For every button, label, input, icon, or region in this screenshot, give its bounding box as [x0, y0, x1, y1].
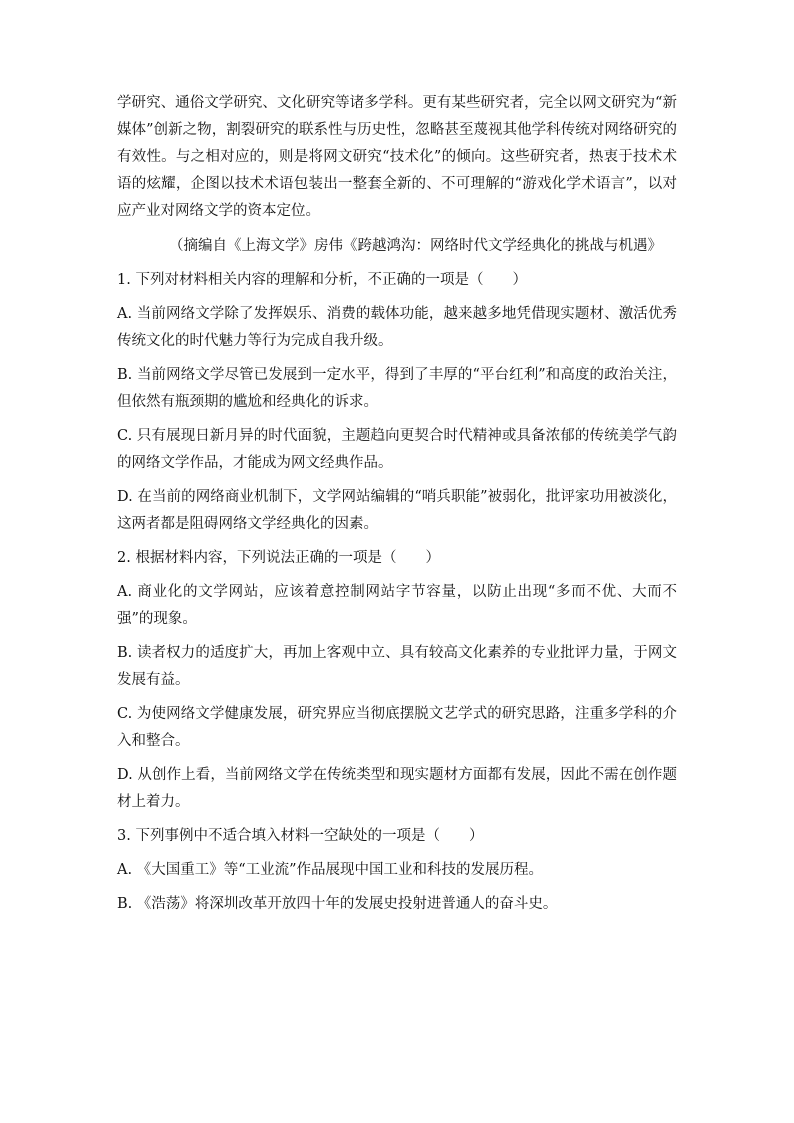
page-content	[117, 90, 677, 918]
question-2-stem: 2. 根据材料内容，下列说法正确的一项是（ ）	[117, 550, 440, 566]
question-3-option-b: B. 《浩荡》将深圳改革开放四十年的发展史投射进普通人的奋斗史。	[117, 896, 558, 912]
question-1-option-d: D. 在当前的网络商业机制下，文学网站编辑的“哨兵职能”被弱化，批评家功用被淡化，这两者都是阻碍网络文学经典化的因素。	[117, 489, 677, 532]
question-1-option-a: A. 当前网络文学除了发挥娱乐、消费的载体功能，越来越多地凭借现实题材、激活优秀传统文化的时代魅力等行为完成自我升级。	[117, 306, 677, 349]
question-1-option-b: B. 当前网络文学尽管已发展到一定水平，得到了丰厚的“平台红利”和高度的政治关注，但依然有瓶颈期的尴尬和经典化的诉求。	[117, 367, 677, 410]
question-1-option-c: C. 只有展现日新月异的时代面貌，主题趋向更契合时代精神或具备浓郁的传统美学气韵的网络文学作品，才能成为网文经典作品。	[117, 428, 677, 471]
question-3-option-a: A. 《大国重工》等“工业流”作品展现中国工业和科技的发展历程。	[117, 862, 544, 878]
question-3-stem: 3. 下列事例中不适合填入材料一空缺处的一项是（ ）	[117, 828, 484, 844]
question-2-option-d: D. 从创作上看，当前网络文学在传统类型和现实题材方面都有发展，因此不需在创作题材上着力。	[117, 767, 677, 810]
question-2-option-c: C. 为使网络文学健康发展，研究界应当彻底摆脱文艺学式的研究思路，注重多学科的介入和整合。	[117, 706, 677, 749]
question-2-option-b: B. 读者权力的适度扩大，再加上客观中立、具有较高文化素养的专业批评力量，于网文发展有益。	[117, 645, 677, 688]
passage-source: （摘编自《上海文学》房伟《跨越鸿沟：网络时代文学经典化的挑战与机遇》	[169, 238, 662, 254]
question-1-stem: 1. 下列对材料相关内容的理解和分析，不正确的一项是（ ）	[117, 272, 527, 288]
question-2-option-a: A. 商业化的文学网站，应该着意控制网站字节容量，以防止出现“多而不优、大而不强”的现象。	[117, 584, 677, 627]
passage-text: 学研究、通俗文学研究、文化研究等诸多学科。更有某些研究者，完全以网文研究为“新媒体”创新之物，割裂研究的联系性与历史性，忽略甚至蔑视其他学科传统对网络研究的有效性。与之相对应的，则是将网文研究“技术化”的倾向。这些研究者，热衷于技术术语的炫耀，企图以技术术语包装出一整套全新的、不可理解的“游戏化学术语言”，以对应产业对网络文学的资本定位。	[117, 95, 677, 219]
